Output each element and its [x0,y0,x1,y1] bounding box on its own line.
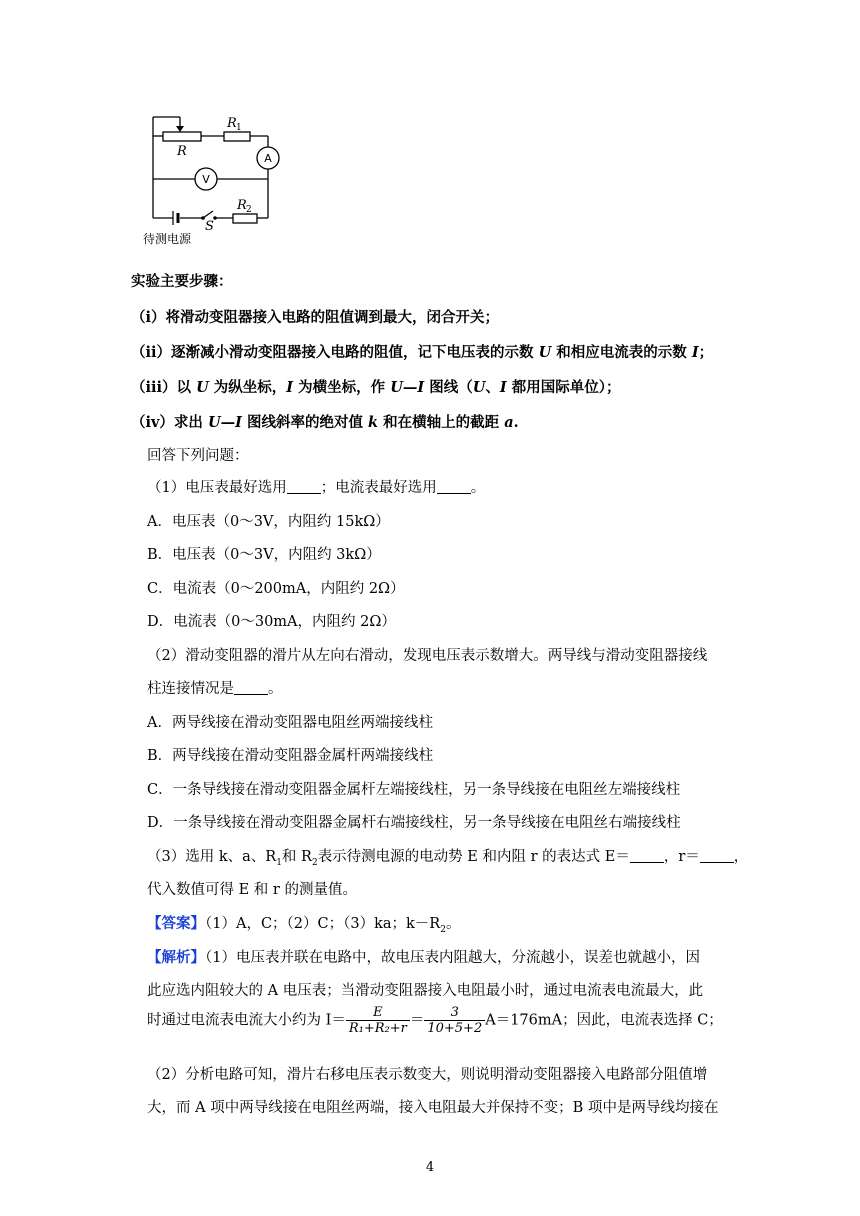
step-1: （i）将滑动变阻器接入电路的阻值调到最大，闭合开关； [131,309,500,326]
answer-blank [630,848,664,863]
q1-option-b: B．电压表（0～3V，内阻约 3kΩ） [147,547,381,563]
answer-tag: 【答案】 [147,915,205,932]
label-R1-sub: 1 [236,123,242,133]
q1-option-c: C．电流表（0～200mA，内阻约 2Ω） [147,581,405,597]
answer-line: 【答案】（1）A，C；（2）C；（3）ka；$k-R_2$。 [147,915,461,935]
answer-blank [437,479,471,494]
question-3-line1: （3）选用 k、a、$R_1$和 $R_2$表示待测电源的电动势 E 和内阻 r 的表达式 E＝ ，r＝ ， [147,849,749,868]
q2-option-d: D．一条导线接在滑动变阻器金属杆右端接线柱，另一条导线接在电阻丝右端接线柱 [147,815,681,831]
label-R2: R [237,198,247,213]
step-3: （iii）以 U 为纵坐标，I 为横坐标，作 U—I 图线（U、I 都用国际单位）； [131,379,621,396]
analysis-line4: （2）分析电路可知，滑片右移电压表示数变大，则说明滑动变阻器接入电路部分阻值增 [147,1067,708,1083]
question-2-line2: 柱连接情况是 。 [147,681,283,697]
q2-option-a: A．两导线接在滑动变阻器电阻丝两端接线柱 [147,715,433,731]
analysis-tag: 【解析】 [147,949,205,966]
q1-option-a: A．电压表（0～3V，内阻约 15kΩ） [147,514,390,530]
question-1: （1）电压表最好选用 ；电流表最好选用 。 [147,480,486,496]
circuit-diagram [140,100,290,245]
q2-option-b: B．两导线接在滑动变阻器金属杆两端接线柱 [147,748,434,764]
analysis-line1: 【解析】（1）电压表并联在电路中，故电压表内阻越大，分流越小，误差也就越小，因 [147,949,700,966]
ammeter-label: A [264,152,272,165]
label-S: S [205,219,214,234]
source-label: 待测电源 [143,232,192,245]
analysis-line5: 大，而 A 项中两导线接在电阻丝两端，接入电阻最大并保持不变；B 项中是两导线均接在 [147,1100,719,1116]
analysis-line3: 时通过电流表电流大小约为 I＝ $\frac{E}{\text{R₁+R₂+r}}$ ＝ $\frac{3}{10+5+2}$ A＝176mA；因此，电流表选择 C； [147,1005,723,1036]
analysis-line2: 此应选内阻较大的 A 电压表；当滑动变阻器接入电阻最小时，通过电流表电流最大，此 [147,983,704,999]
question-2-line1: （2）滑动变阻器的滑片从左向右滑动，发现电压表示数增大。两导线与滑动变阻器接线 [147,648,708,664]
label-R1: R [227,116,237,131]
label-R2-sub: 2 [246,205,252,215]
fraction-formula: $\frac{E}{\text{R₁+R₂+r}}$ [346,1005,410,1036]
step-4: （iv）求出 U—I 图线斜率的绝对值 k 和在横轴上的截距 a. [131,414,519,431]
q1-option-d: D．电流表（0～30mA，内阻约 2Ω） [147,614,396,630]
answer-blank [700,848,734,863]
q2-option-c: C．一条导线接在滑动变阻器金属杆左端接线柱，另一条导线接在电阻丝左端接线柱 [147,782,681,798]
page-number: 4 [425,1160,435,1175]
voltmeter-label: V [202,173,210,186]
slider-arrow-icon [176,126,184,132]
answer-blank [287,479,321,494]
label-R: R [177,144,187,159]
steps-heading: 实验主要步骤： [131,273,233,290]
step-2: （ii）逐渐减小滑动变阻器接入电路的阻值，记下电压表的示数 U 和相应电流表的示数 I； [131,344,714,361]
answer-blank [234,680,268,695]
fraction-value: $\frac{3}{10+5+2}$ [424,1005,485,1036]
questions-intro: 回答下列问题： [147,448,249,464]
question-3-line2: 代入数值可得 E 和 r 的测量值。 [147,882,357,898]
